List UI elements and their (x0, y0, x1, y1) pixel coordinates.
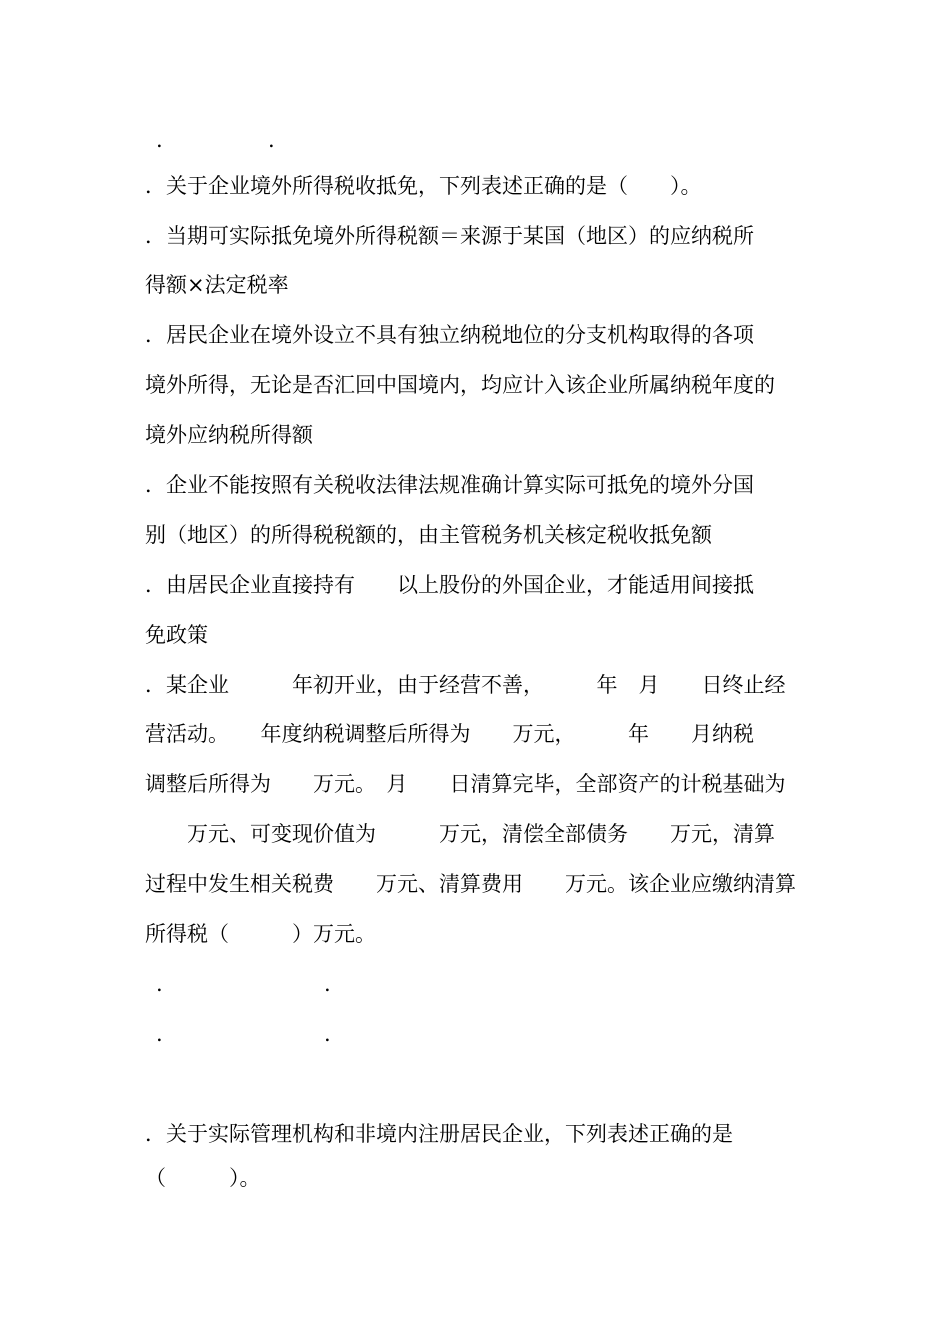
q2-option-b-line1: ．居民企业在境外设立不具有独立纳税地位的分支机构取得的各项 (145, 323, 754, 347)
q4-stem-line2: （ ）。 (145, 1166, 261, 1190)
q3-option-d-marker: . (324, 1022, 331, 1046)
q2-option-c-line1: ．企业不能按照有关税收法律法规准确计算实际可抵免的境外分国 (145, 473, 754, 497)
q3-option-a-marker: . (156, 972, 163, 996)
q2-option-d-line2: 免政策 (145, 623, 208, 647)
q2-option-d-line1: ．由居民企业直接持有 以上股份的外国企业，才能适用间接抵 (145, 573, 754, 597)
q3-stem-line3: 调整后所得为 万元。 月 日清算完毕，全部资产的计税基础为 (145, 772, 786, 796)
q1-option-b-marker: . (268, 128, 275, 152)
q2-option-a-line2: 得额×法定税率 (145, 273, 289, 297)
q2-option-b-line2: 境外所得，无论是否汇回中国境内，均应计入该企业所属纳税年度的 (145, 373, 775, 397)
q3-stem-line6: 所得税（ ）万元。 (145, 922, 376, 946)
q3-stem-line5: 过程中发生相关税费 万元、清算费用 万元。该企业应缴纳清算 (145, 872, 796, 896)
q2-stem: ．关于企业境外所得税收抵免，下列表述正确的是（ ）。 (145, 174, 702, 198)
q3-stem-line2: 营活动。 年度纳税调整后所得为 万元， 年 月纳税 (145, 722, 754, 746)
q4-stem-line1: ．关于实际管理机构和非境内注册居民企业，下列表述正确的是 (145, 1122, 733, 1146)
q2-option-a-line1: ．当期可实际抵免境外所得税额＝来源于某国（地区）的应纳税所 (145, 224, 754, 248)
q1-option-a-marker: . (156, 128, 163, 152)
q3-option-c-marker: . (156, 1022, 163, 1046)
q3-option-b-marker: . (324, 972, 331, 996)
q3-stem-line4: 万元、可变现价值为 万元，清偿全部债务 万元，清算 (145, 822, 775, 846)
q3-stem-line1: ．某企业 年初开业，由于经营不善， 年 月 日终止经 (145, 673, 786, 697)
q2-option-b-line3: 境外应纳税所得额 (145, 423, 313, 447)
q2-option-c-line2: 别（地区）的所得税税额的，由主管税务机关核定税收抵免额 (145, 523, 712, 547)
